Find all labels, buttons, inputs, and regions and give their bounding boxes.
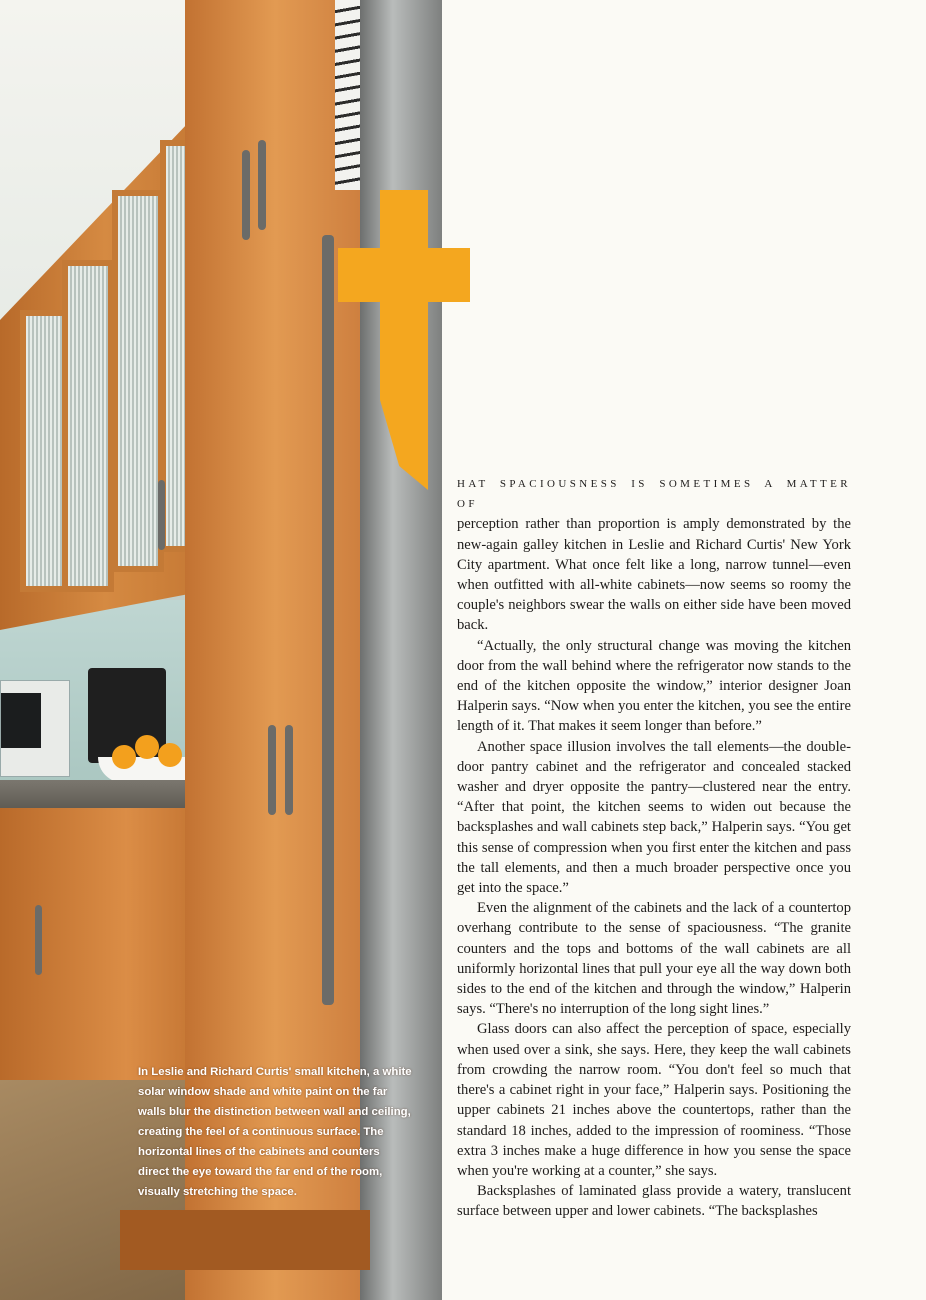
- cabinet-handle: [258, 140, 266, 230]
- article-body: [457, 474, 851, 1222]
- glass-cabinet-door: [112, 190, 164, 572]
- article-paragraph: Even the alignment of the cabinets and the lack of a countertop overhang contribute to the sense of spaciousness. “The granite counters and the tops and bottoms of the wall cabinets are all uniformly horizontal lines that pull your eye all the way down both sides to the end of the kitchen and through the window,” Halperin says. “There's no interruption of the long sight lines.”: [457, 900, 851, 1018]
- article-paragraph: perception rather than proportion is amply demonstrated by the new-again galley kitchen in Leslie and Richard Curtis' New York City apartment. What once felt like a long, narrow tunnel—even when outfitted with all-white cabinets—now seems so roomy the couple's neighbors swear the walls on either side have been moved back.: [457, 516, 851, 634]
- microwave: [0, 680, 70, 777]
- orange-fruit: [135, 735, 159, 759]
- cabinet-handle: [268, 725, 276, 815]
- cabinet-handle: [35, 905, 42, 975]
- cabinet-handle: [242, 150, 250, 240]
- orange-fruit: [112, 745, 136, 769]
- article-paragraph: Another space illusion involves the tall elements—the double-door pantry cabinet and the refrigerator and concealed stacked washer and dryer opposite the pantry—clustered near the entry. “After that point, the kitchen seems to widen out because the backsplashes and wall cabinets step back,” Halperin says. “You get this sense of compression when you first enter the kitchen and pass the tall elements, and then a much broader perspective once you get into the space.”: [457, 738, 851, 897]
- drop-cap-crossbar: [338, 248, 470, 302]
- glass-cabinet-door: [62, 260, 114, 592]
- lead-in: HAT SPACIOUSNESS IS SOMETIMES A MATTER OF: [457, 478, 851, 511]
- photo-caption: In Leslie and Richard Curtis' small kitchen, a white solar window shade and white paint on the far walls blur the distinction between wall and ceiling, creating the feel of a continuous surface. The horizontal lines of the cabinets and counters direct the eye toward the far end of the room, visually stretching the space.: [138, 1066, 412, 1198]
- cabinet-handle: [285, 725, 293, 815]
- orange-fruit: [158, 743, 182, 767]
- drop-cap-t: [338, 190, 470, 490]
- drop-cap-stem: [380, 190, 428, 490]
- article-paragraph: Backsplashes of laminated glass provide a watery, translucent surface between upper and lower cabinets. “The backsplashes: [457, 1183, 851, 1220]
- article-paragraph: Glass doors can also affect the perception of space, especially when used over a sink, she says. Here, they keep the wall cabinets from crowding the narrow room. “You don't feel so much that there's a cabinet right in your face,” Halperin says. Positioning the upper cabinets 21 inches above the countertops, rather than the standard 18 inches, added to the impression of roominess. “Those extra 3 inches make a huge difference in how you sense the space when you're working at a counter,” she says.: [457, 1021, 851, 1179]
- article-paragraph: “Actually, the only structural change was moving the kitchen door from the wall behind where the refrigerator now stands to the end of the kitchen opposite the window,” interior designer Joan Halperin says. “Now when you enter the kitchen, you see the entire length of it. That makes it seem longer than before.”: [457, 637, 851, 735]
- cabinet-toe-kick: [120, 1210, 370, 1270]
- cabinet-handle: [158, 480, 165, 550]
- refrigerator-handle: [322, 235, 334, 1005]
